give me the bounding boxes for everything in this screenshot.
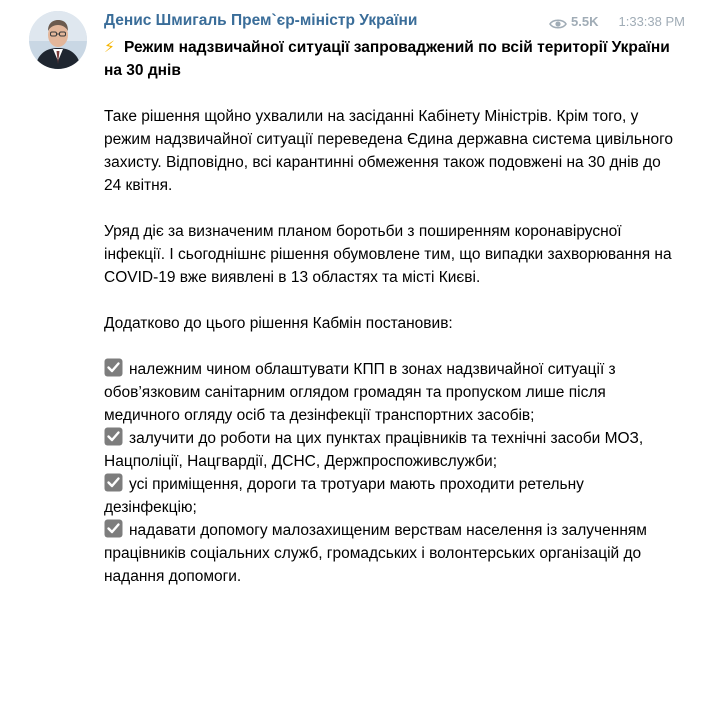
check-mark-button-icon xyxy=(104,519,123,538)
checklist xyxy=(104,358,679,588)
check-mark-button-icon xyxy=(104,358,123,377)
checklist-item-text: належним чином облаштувати КПП в зонах надзвичайної ситуації з обов’язковим санітарним оглядом громадян та пропуском лише після медичного огляду осіб та дезінфекції транспортних засобів; xyxy=(104,361,616,424)
checklist-item xyxy=(104,519,679,588)
checklist-item xyxy=(104,473,679,519)
author-avatar[interactable] xyxy=(29,11,87,69)
checklist-item-text: надавати допомогу малозахищеним верствам населення із залученням працівників соціальних служб, громадських і волонтерських організацій до надання допомоги. xyxy=(104,522,647,585)
checklist-item xyxy=(104,427,679,473)
post-title-text: Режим надзвичайної ситуації запроваджений по всій території України на 30 днів xyxy=(104,39,670,79)
paragraph-list-intro: Додатково до цього рішення Кабмін постановив: xyxy=(104,315,453,332)
paragraph-1: Таке рішення щойно ухвалили на засіданні Кабінету Міністрів. Крім того, у режим надзвичайної ситуації переведена Єдина державна система цивільного захисту. Відповідно, всі карантинні обмеження також подовжені на 30 днів до 24 квітня. xyxy=(104,108,674,194)
lightning-icon: ⚡ xyxy=(104,39,115,56)
message-body xyxy=(104,36,679,588)
check-mark-button-icon xyxy=(104,473,123,492)
avatar-photo xyxy=(29,11,87,69)
post-time: 1:33:38 PM xyxy=(618,14,685,29)
post-title xyxy=(104,36,679,82)
check-mark-button-icon xyxy=(104,427,123,446)
paragraph-2: Уряд діє за визначеним планом боротьби з поширенням коронавірусної інфекції. І сьогоднішнє рішення обумовлене тим, що випадки захворювання на COVID-19 вже виявлені в 13 областях та місті Києві. xyxy=(104,223,672,286)
views-count: 5.5K xyxy=(571,14,599,29)
post-meta xyxy=(549,12,685,32)
checklist-item xyxy=(104,358,679,427)
eye-icon xyxy=(549,16,567,28)
checklist-item-text: усі приміщення, дороги та тротуари мають проходити ретельну дезінфекцію; xyxy=(104,476,584,516)
author-name-link[interactable]: Денис Шмигаль Прем`єр-міністр України xyxy=(104,12,418,29)
checklist-item-text: залучити до роботи на цих пунктах працівників та технічні засоби МОЗ, Нацполіції, Нацгвардії, ДСНС, Держпроспоживслужби; xyxy=(104,430,644,470)
